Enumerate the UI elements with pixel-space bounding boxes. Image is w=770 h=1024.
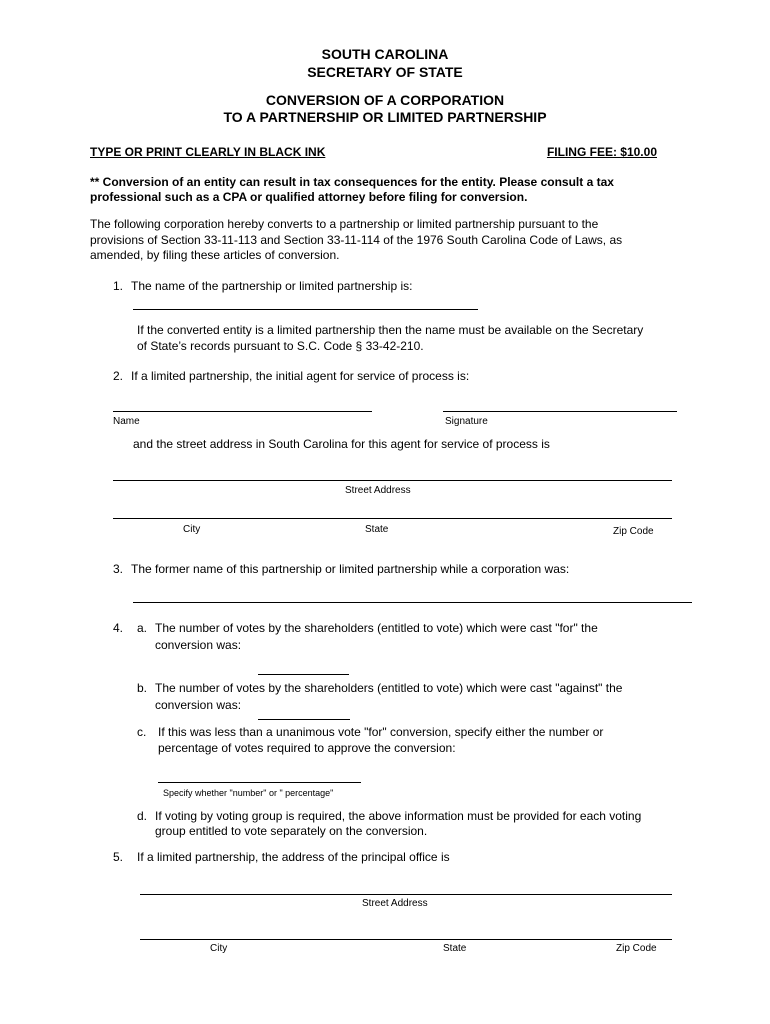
intro-line3: amended, by filing these articles of conversion. — [90, 248, 340, 262]
office-street-field[interactable] — [140, 894, 672, 895]
item5-number: 5. — [113, 850, 124, 864]
item4c-letter: c. — [137, 725, 147, 739]
item4c-line2: percentage of votes required to approve the conversion: — [158, 741, 456, 755]
agent-city-label: City — [183, 524, 201, 535]
item3-number: 3. — [113, 562, 124, 576]
item4b-line1: The number of votes by the shareholders (entitled to vote) which were cast "against" the — [155, 681, 623, 695]
item2-number: 2. — [113, 369, 124, 383]
item5-text: If a limited partnership, the address of the principal office is — [137, 850, 450, 864]
item1-text: The name of the partnership or limited partnership is: — [131, 279, 413, 293]
item1-note-line1: If the converted entity is a limited partnership then the name must be available on the Secretary — [137, 323, 644, 337]
item4a-line2: conversion was: — [155, 638, 242, 652]
item4a-line1: The number of votes by the shareholders (entitled to vote) which were cast "for" the — [155, 621, 598, 635]
required-votes-field[interactable] — [158, 782, 361, 783]
votes-against-field[interactable] — [258, 719, 350, 720]
item1-number: 1. — [113, 279, 124, 293]
item4b-line2: conversion was: — [155, 698, 242, 712]
agent-city-state-zip-field[interactable] — [113, 518, 672, 519]
agent-state-label: State — [365, 524, 389, 535]
office-zip-label: Zip Code — [616, 943, 657, 954]
item2-text: If a limited partnership, the initial agent for service of process is: — [131, 369, 470, 383]
form-title-line2: TO A PARTNERSHIP OR LIMITED PARTNERSHIP — [223, 109, 547, 125]
item4b-letter: b. — [137, 681, 148, 695]
tax-notice-line2: professional such as a CPA or qualified attorney before filing for conversion. — [90, 190, 528, 204]
agent-name-field[interactable] — [113, 411, 372, 412]
instruction: TYPE OR PRINT CLEARLY IN BLACK INK — [90, 145, 326, 159]
item4a-letter: a. — [137, 621, 148, 635]
agent-signature-field[interactable] — [443, 411, 677, 412]
required-votes-label: Specify whether "number" or " percentage" — [163, 788, 334, 798]
tax-notice-line1: ** Conversion of an entity can result in tax consequences for the entity. Please consult a tax — [90, 175, 614, 189]
header-state: SOUTH CAROLINA — [321, 46, 449, 62]
item4c-line1: If this was less than a unanimous vote "for" conversion, specify either the number or — [158, 725, 604, 739]
office-city-state-zip-field[interactable] — [140, 939, 672, 940]
intro-line2: provisions of Section 33-11-113 and Section 33-11-114 of the 1976 South Carolina Code of Laws, as — [90, 233, 623, 247]
item3-text: The former name of this partnership or limited partnership while a corporation was: — [131, 562, 570, 576]
agent-name-label: Name — [113, 416, 140, 427]
agent-street-field[interactable] — [113, 480, 672, 481]
item4d-line1: If voting by voting group is required, the above information must be provided for each voting — [155, 809, 642, 823]
agent-street-label: Street Address — [345, 485, 411, 496]
office-street-label: Street Address — [362, 898, 428, 909]
form-title-line1: CONVERSION OF A CORPORATION — [265, 92, 505, 108]
partnership-name-field[interactable] — [133, 309, 478, 310]
intro-line1: The following corporation hereby converts to a partnership or limited partnership pursuant to the — [90, 217, 599, 231]
item1-note-line2: of State’s records pursuant to S.C. Code § 33-42-210. — [137, 339, 424, 353]
former-name-field[interactable] — [133, 602, 692, 603]
item4-number: 4. — [113, 621, 124, 635]
agent-signature-label: Signature — [445, 416, 488, 427]
header-office: SECRETARY OF STATE — [307, 64, 463, 80]
agent-zip-label: Zip Code — [613, 526, 654, 537]
votes-for-field[interactable] — [258, 674, 349, 675]
office-city-label: City — [210, 943, 228, 954]
item4d-line2: group entitled to vote separately on the conversion. — [155, 824, 428, 838]
item4d-letter: d. — [137, 809, 148, 823]
agent-address-text: and the street address in South Carolina for this agent for service of process is — [133, 437, 550, 451]
office-state-label: State — [443, 943, 467, 954]
filing-fee: FILING FEE: $10.00 — [546, 145, 657, 159]
